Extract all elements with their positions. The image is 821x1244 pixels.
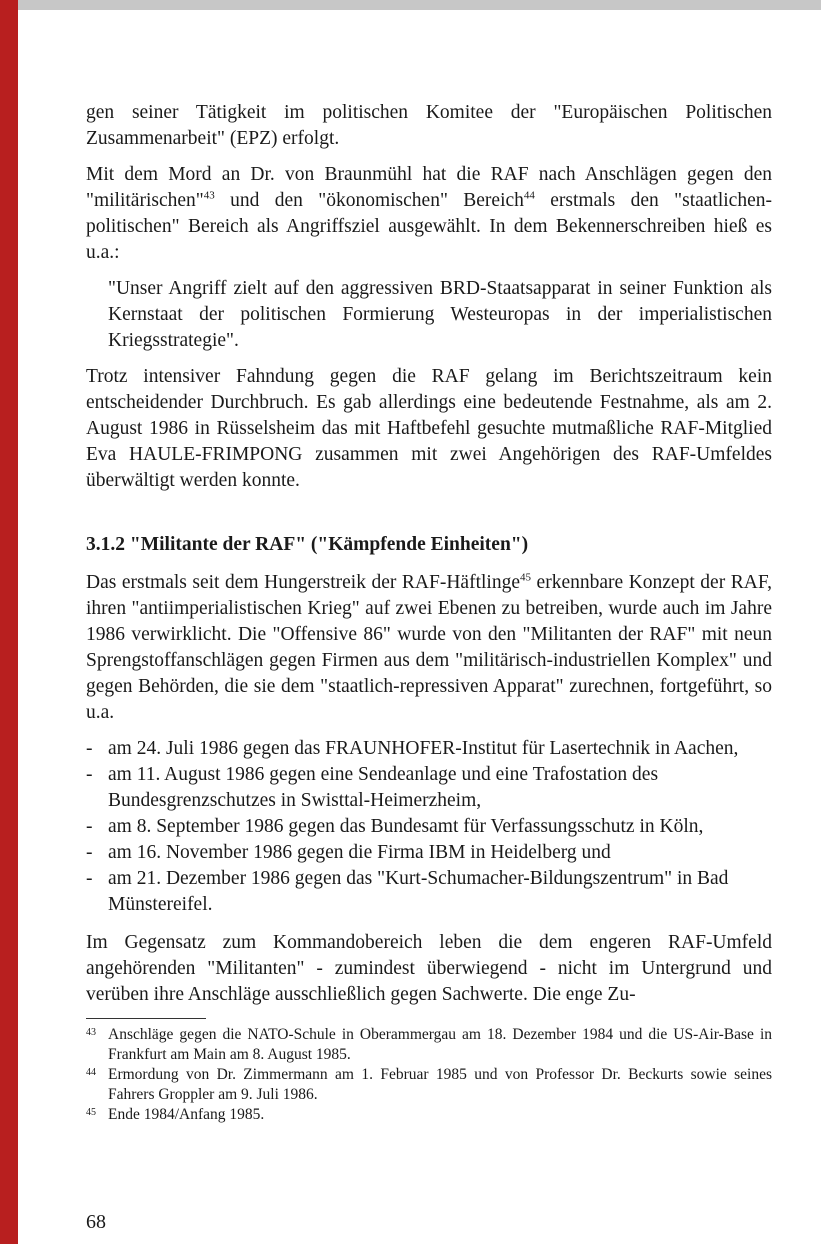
footnote-divider bbox=[86, 1018, 206, 1019]
list-item-text: am 21. Dezember 1986 gegen das "Kurt-Schumacher-Bildungszentrum" in Bad Münstereifel. bbox=[108, 868, 729, 915]
list-dash: - bbox=[86, 738, 93, 759]
footnote-ref-44: 44 bbox=[523, 189, 535, 202]
footnote-ref-43: 43 bbox=[203, 189, 215, 202]
page-left-edge bbox=[0, 0, 18, 1244]
list-dash: - bbox=[86, 764, 93, 785]
paragraph-umfeld: Im Gegensatz zum Kommandobereich leben die dem engeren RAF-Umfeld angehörenden "Militanten" - zumindest überwiegend - nicht im Untergrund und verüben ihre Anschläge ausschließlich gegen Sachwerte. Die enge Zu- bbox=[86, 932, 772, 1005]
list-item-text: am 24. Juli 1986 gegen das FRAUNHOFER-Institut für Lasertechnik in Aachen, bbox=[108, 738, 739, 759]
paragraph-text: und den "ökonomischen" Bereich bbox=[214, 190, 524, 211]
block-quote bbox=[108, 276, 772, 354]
list-dash: - bbox=[86, 842, 93, 863]
footnote-number: 44 bbox=[86, 1067, 96, 1078]
list-item bbox=[86, 840, 772, 866]
list-item-text: am 11. August 1986 gegen eine Sendeanlage und eine Trafostation des Bundesgrenzschutzes in Swisttal-Heimerzheim, bbox=[108, 764, 659, 811]
list-item-text: am 8. September 1986 gegen das Bundesamt für Verfassungsschutz in Köln, bbox=[108, 816, 704, 837]
list-item bbox=[86, 762, 772, 814]
document-page bbox=[86, 100, 772, 1125]
paragraph-militants bbox=[86, 570, 772, 726]
footnote-text: Anschläge gegen die NATO-Schule in Oberammergau am 18. Dezember 1984 und die US-Air-Base in Frankfurt am Main am 8. August 1985. bbox=[108, 1026, 772, 1063]
paragraph-arrest: Trotz intensiver Fahndung gegen die RAF gelang im Berichtszeitraum kein entscheidender Durchbruch. Es gab allerdings eine bedeutende Festnahme, als am 2. August 1986 in Rüsselsheim das mit Haftbefehl gesuchte mutmaßliche RAF-Mitglied Eva HAULE-FRIMPONG zusammen mit zwei Angehörigen des RAF-Umfeldes überwältigt werden konnte. bbox=[86, 366, 772, 491]
section-heading: 3.1.2 "Militante der RAF" ("Kämpfende Einheiten") bbox=[86, 534, 529, 555]
footnote-number: 43 bbox=[86, 1027, 96, 1038]
list-item bbox=[86, 736, 772, 762]
paragraph-text: erkennbare Konzept der RAF, ihren "antiimperialistischen Krieg" auf zwei Ebenen zu betreiben, wurde auch im Jahre 1986 verwirklicht. Die "Offensive 86" wurde von den "Militanten der RAF" mit neun Sprengstoffanschlägen gegen Firmen aus dem "militärisch-industriellen Komplex" und gegen Behörden, die sie dem "staatlich-repressiven Apparat" zurechnen, fortgeführt, so u.a. bbox=[86, 572, 772, 723]
list-item-text: am 16. November 1986 gegen die Firma IBM in Heidelberg und bbox=[108, 842, 611, 863]
page-number: 68 bbox=[86, 1211, 106, 1233]
paragraph-continuation: gen seiner Tätigkeit im politischen Komitee der "Europäischen Politischen Zusammenarbeit" (EPZ) erfolgt. bbox=[86, 102, 772, 149]
footnote-ref-45: 45 bbox=[520, 571, 531, 584]
attack-list bbox=[86, 736, 772, 918]
quote-text: "Unser Angriff zielt auf den aggressiven BRD-Staatsapparat in seiner Funktion als Kernstaat der politischen Formierung Westeuropas in der imperialistischen Kriegsstrategie". bbox=[108, 278, 772, 351]
footnote-44 bbox=[86, 1065, 772, 1105]
list-dash: - bbox=[86, 816, 93, 837]
list-item bbox=[86, 814, 772, 840]
paragraph-text: Mit dem Mord an Dr. von Braunmühl hat die RAF nach Anschlägen gegen den "militärischen" bbox=[86, 164, 772, 211]
footnote-text: Ende 1984/Anfang 1985. bbox=[108, 1106, 265, 1123]
footnote-43 bbox=[86, 1025, 772, 1065]
paragraph-braunmuehl bbox=[86, 162, 772, 266]
paragraph-text: Das erstmals seit dem Hungerstreik der RAF-Häftlinge bbox=[86, 572, 520, 593]
footnote-45 bbox=[86, 1105, 772, 1125]
list-dash: - bbox=[86, 868, 93, 889]
list-item bbox=[86, 866, 772, 918]
footnote-text: Ermordung von Dr. Zimmermann am 1. Februar 1985 und von Professor Dr. Beckurts sowie seines Fahrers Groppler am 9. Juli 1986. bbox=[108, 1066, 772, 1103]
page-top-edge bbox=[0, 0, 821, 10]
paragraph-text: erstmals den "staatlichen-politischen" Bereich als Angriffsziel ausgewählt. In dem Bekennerschreiben hieß es u.a.: bbox=[86, 190, 772, 263]
footnote-number: 45 bbox=[86, 1107, 96, 1118]
